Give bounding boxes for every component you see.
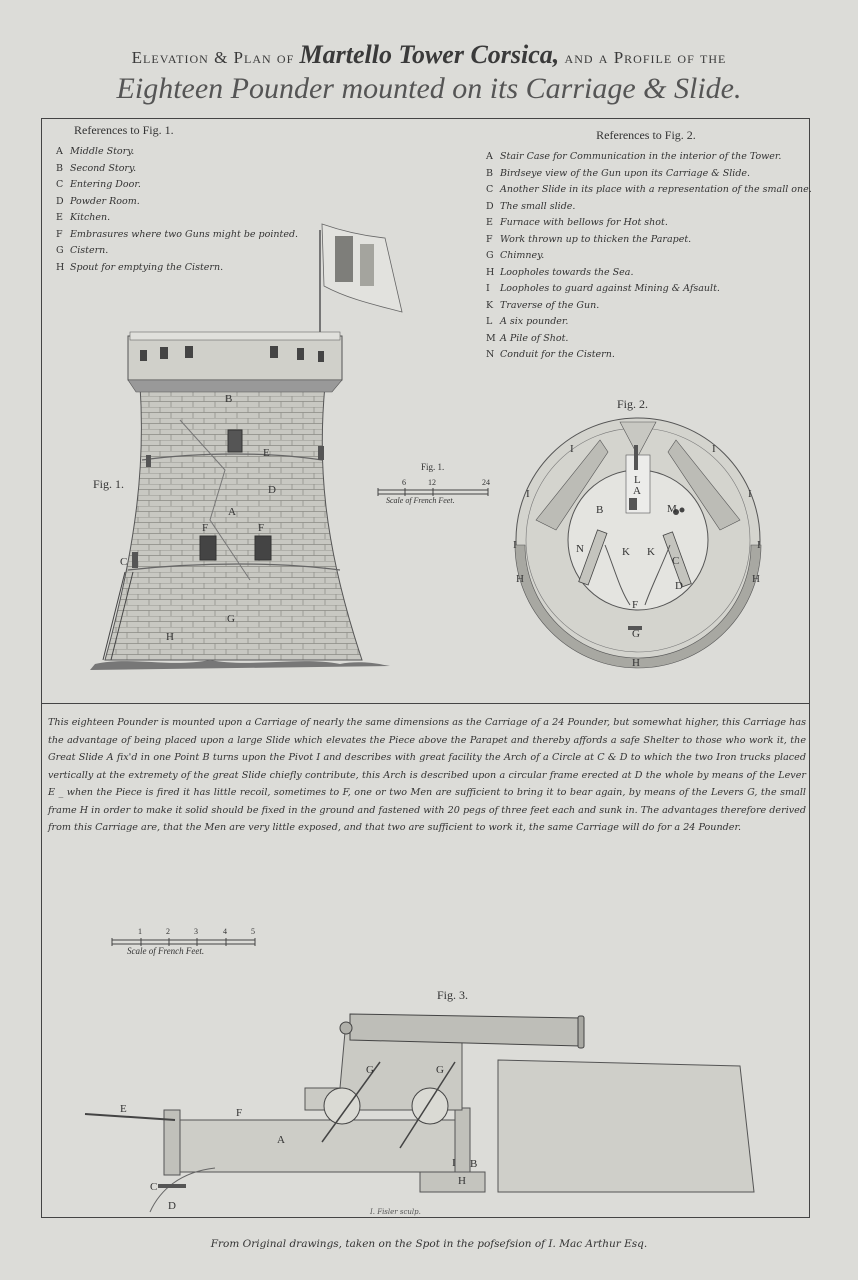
title-line-2: Eighteen Pounder mounted on its Carriage & Slide. — [116, 72, 742, 105]
plan-letter-m: M — [667, 503, 677, 515]
plan-letter-b: B — [596, 504, 604, 516]
gun-letter-g1: G — [366, 1064, 374, 1076]
scale1-tick: 6 — [402, 478, 406, 487]
gun-letter-b: B — [470, 1158, 478, 1170]
ref2-item: D The small slide. — [486, 200, 576, 212]
plan-letter-i4: I — [748, 488, 752, 500]
tower-letter-h: H — [166, 631, 174, 643]
fig2-label: Fig. 2. — [617, 397, 649, 411]
plan-letter-a: A — [633, 485, 641, 497]
title-part-b: Martello Tower Corsica, — [299, 40, 560, 69]
footer-caption: From Original drawings, taken on the Spot in the pofsefsion of I. Mac Arthur Esq. — [210, 1238, 648, 1250]
engraver-credit: I. Fisler sculp. — [370, 1208, 421, 1216]
ref2-item: I Loopholes to guard against Mining & Afsault. — [486, 283, 720, 294]
plan-letter-n: N — [576, 543, 584, 555]
scale2-tick: 1 — [138, 927, 142, 936]
ref2-item: H Loopholes towards the Sea. — [486, 266, 634, 278]
plan-letter-h2: H — [752, 573, 760, 585]
ref1-item: F Embrasures where two Guns might be pointed. — [56, 228, 299, 240]
ref2-item: L A six pounder. — [486, 316, 569, 327]
ref2-item: G Chimney. — [486, 250, 545, 261]
ref1-item: D Powder Room. — [56, 195, 140, 207]
tower-letter-c: C — [120, 556, 128, 568]
tower-letter-a: A — [228, 506, 236, 518]
plan-letter-h3: H — [632, 657, 640, 669]
plan-letter-h1: H — [516, 573, 524, 585]
ref2-item: E Furnace with bellows for Hot shot. — [486, 217, 668, 228]
gun-letter-c: C — [150, 1181, 158, 1193]
plan-letter-f: F — [632, 599, 639, 611]
scale2-caption: Scale of French Feet. — [127, 946, 205, 956]
description-paragraph: This eighteen Pounder is mounted upon a Carriage of nearly the same dimensions as the Carriage of a 24 Pounder, but somewhat higher, this Carriage has the advantage of being placed upon a large Slide which elevates the Piece above the Parapet and thereby affords a safe Shelter to those who work it, the Great Slide A fix'd in one Point B turns upon the Pivot I and describes with great facility the Arch of a Circle at C & D to which the two Iron trucks placed vertically at the extremety of the great Slide chiefly contribute, this Arch is described upon a circular frame erected at D the whole by means of the Lever E _ when the Piece is fired it has little recoil, sometimes to F, one or two Men are sufficient to bring it to bear again, by means of the Levers G, the small frame H in order to make it solid should be fixed in the ground and fastened with 20 pegs of three feet each and sunk in. The advantages therefore derived from this Carriage are, that the Men are very little exposed, and that two are sufficient to work it, the same Carriage will do for a 24 Pounder. — [48, 717, 806, 833]
ref2-item: C Another Slide in its place with a representation of the small one. — [486, 184, 812, 195]
ref2-item: F Work thrown up to thicken the Parapet. — [486, 233, 692, 245]
references-fig1-heading: References to Fig. 1. — [74, 123, 174, 137]
tower-letter-f2: F — [258, 522, 265, 534]
plan-letter-k2: K — [647, 546, 655, 558]
gun-letter-d: D — [168, 1200, 176, 1212]
plan-letter-i1: I — [570, 443, 574, 455]
plan-letter-k1: K — [622, 546, 630, 558]
scale2-tick: 2 — [166, 927, 170, 936]
gun-letter-a: A — [277, 1134, 285, 1146]
ref1-item: A Middle Story. — [56, 146, 135, 157]
ref2-item: M A Pile of Shot. — [486, 332, 569, 344]
gun-letter-e: E — [120, 1103, 127, 1115]
plan-letter-i6: I — [757, 539, 761, 551]
ref1-item: H Spout for emptying the Cistern. — [56, 261, 224, 273]
gun-letter-g2: G — [436, 1064, 444, 1076]
ref1-item: C Entering Door. — [56, 179, 141, 190]
ref2-item: N Conduit for the Cistern. — [486, 349, 615, 360]
tower-letter-g: G — [227, 613, 235, 625]
scale1-caption: Scale of French Feet. — [386, 496, 455, 505]
ref2-item: A Stair Case for Communication in the interior of the Tower. — [486, 151, 782, 162]
scale2-tick: 4 — [223, 927, 227, 936]
tower-letter-b: B — [225, 393, 233, 405]
plan-letter-i2: I — [712, 443, 716, 455]
scale1-tick: 24 — [482, 478, 490, 487]
scale1-tick: 12 — [428, 478, 436, 487]
gun-letter-i: I — [452, 1157, 456, 1169]
plan-letter-i5: I — [513, 539, 517, 551]
scale2-tick: 5 — [251, 927, 255, 936]
ref2-item: K Traverse of the Gun. — [486, 299, 600, 311]
title-part-c: and a Profile of the — [564, 48, 727, 67]
tower-letter-e: E — [263, 447, 270, 459]
plan-letter-c: C — [672, 555, 680, 567]
plan-letter-g: G — [632, 628, 640, 640]
scale2-tick: 3 — [194, 927, 198, 936]
plan-letter-l: L — [634, 474, 641, 486]
fig3-label: Fig. 3. — [437, 988, 469, 1002]
tower-letter-f1: F — [202, 522, 209, 534]
scale1-title: Fig. 1. — [421, 462, 445, 472]
title-part-a: Elevation & Plan of — [131, 48, 295, 67]
plan-letter-i3: I — [526, 488, 530, 500]
gun-letter-f: F — [236, 1107, 243, 1119]
ref1-item: E Kitchen. — [56, 212, 111, 223]
ref2-item: B Birdseye view of the Gun upon its Carriage & Slide. — [486, 167, 751, 179]
gun-letter-h: H — [458, 1175, 466, 1187]
ref1-item: B Second Story. — [56, 162, 137, 174]
ref1-item: G Cistern. — [56, 245, 109, 256]
plan-letter-d: D — [675, 580, 683, 592]
tower-letter-d: D — [268, 484, 276, 496]
fig1-label: Fig. 1. — [93, 477, 125, 491]
references-fig2-heading: References to Fig. 2. — [596, 128, 696, 142]
